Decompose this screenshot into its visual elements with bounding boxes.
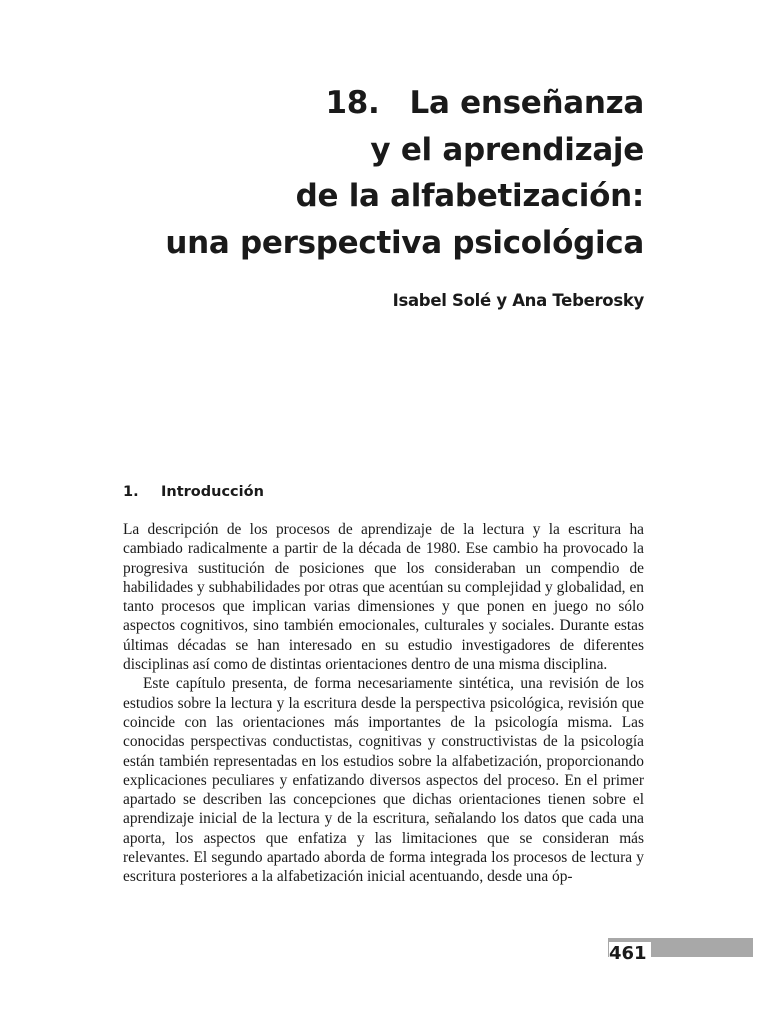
section-number: 1. (123, 484, 139, 500)
chapter-title-line: de la alfabetización: (295, 178, 644, 214)
paragraph: La descripción de los procesos de aprendizaje de la lectura y la escritura ha cambiado radicalmente a partir de la década de 1980. Ese cambio ha provocado la progresiva sustitución de posiciones que los consideraban un compendio de habilidades y subhabilidades por otras que acentúan su complejidad y globalidad, en tanto procesos que implican varias dimensiones y que ponen en juego no sólo aspectos cognitivos, sino también emocionales, culturales y sociales. Durante estas últimas décadas se han interesado en su estudio investigadores de diferentes disciplinas así como de distintas orientaciones dentro de una misma disciplina. (123, 521, 644, 674)
section-title: Introducción (161, 484, 264, 500)
chapter-title-line (124, 80, 644, 127)
chapter-title (124, 80, 644, 266)
chapter-number: 18. (325, 85, 380, 121)
page-number: 461 (609, 942, 651, 966)
body-text (123, 520, 644, 887)
chapter-title-line: una perspectiva psicológica (165, 224, 644, 261)
chapter-title-line: y el aprendizaje (370, 131, 644, 168)
paragraph: Este capítulo presenta, de forma necesariamente sintética, una revisión de los estudios sobre la lectura y la escritura desde la perspectiva psicológica, revisión que coincide con las orientaciones más importantes de la psicología misma. Las conocidas perspectivas conductistas, cognitivas y constructivistas de la psicología están también representadas en los estudios sobre la alfabetización, proporcionando explicaciones peculiares y enfatizando diversos aspectos del proceso. En el primer apartado se describen las concepciones que dichas orientaciones tienen sobre el aprendizaje inicial de la lectura y de la escritura, señalando los datos que cada una aporta, los aspectos que enfatiza y las limitaciones que se consideran más relevantes. El segundo apartado aborda de forma integrada los procesos de lectura y escritura posteriores a la alfabetización inicial acentuando, desde una óp- (123, 675, 644, 886)
chapter-title-line-text: La enseñanza (409, 85, 644, 121)
section-heading (123, 484, 264, 500)
chapter-authors: Isabel Solé y Ana Teberosky (392, 291, 644, 310)
